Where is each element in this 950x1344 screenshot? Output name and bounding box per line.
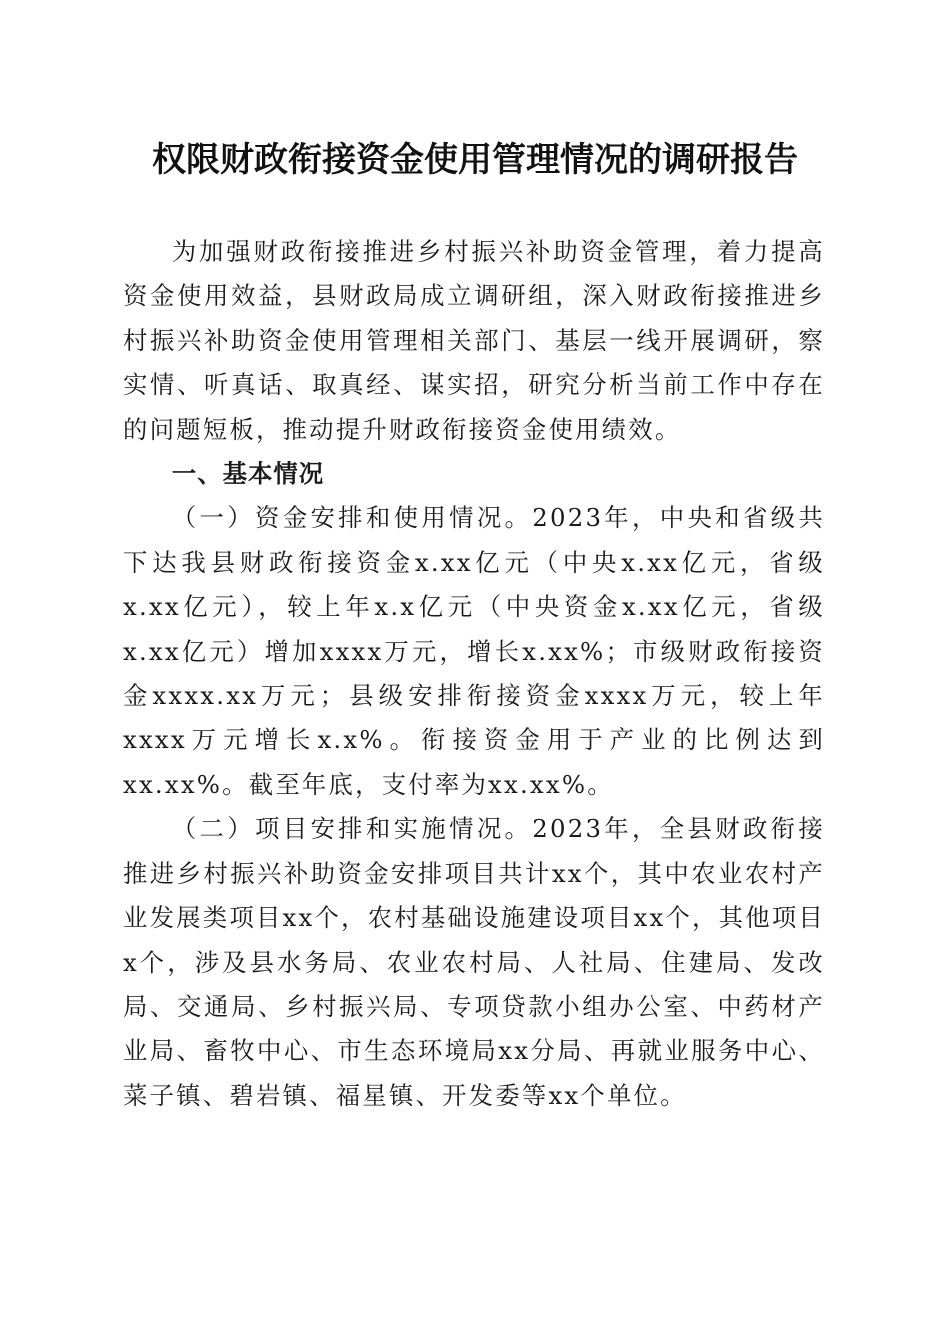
projects-arrangement-paragraph: （二）项目安排和实施情况。2023年，全县财政衔接推进乡村振兴补助资金安排项目共计xx个，其中农业农村产业发展类项目xx个，农村基础设施建设项目xx个，其他项目x个，涉及县水务局、农业农村局、人社局、住建局、发改局、交通局、乡村振兴局、专项贷款小组办公室、中药材产业局、畜牧中心、市生态环境局xx分局、再就业服务中心、菜子镇、碧岩镇、福星镇、开发委等xx个单位。 xyxy=(123,814,825,1110)
section-heading-basic-situation: 一、基本情况 xyxy=(171,459,325,489)
intro-paragraph: 为加强财政衔接推进乡村振兴补助资金管理，着力提高资金使用效益，县财政局成立调研组，深入财政衔接推进乡村振兴补助资金使用管理相关部门、基层一线开展调研，察实情、听真话、取真经、谋实招，研究分析当前工作中存在的问题短板，推动提升财政衔接资金使用绩效。 xyxy=(123,237,825,444)
document-title: 权限财政衔接资金使用管理情况的调研报告 xyxy=(152,140,798,180)
document-body xyxy=(123,230,825,1118)
funds-arrangement-paragraph: （一）资金安排和使用情况。2023年，中央和省级共下达我县财政衔接资金x.xx亿元（中央x.xx亿元，省级x.xx亿元），较上年x.x亿元（中央资金x.xx亿元，省级x.xx亿元）增加xxxx万元，增长x.xx%；市级财政衔接资金xxxx.xx万元；县级安排衔接资金xxxx万元，较上年xxxx万元增长x.x%。衔接资金用于产业的比例达到xx.xx%。截至年底，支付率为xx.xx%。 xyxy=(123,503,825,799)
